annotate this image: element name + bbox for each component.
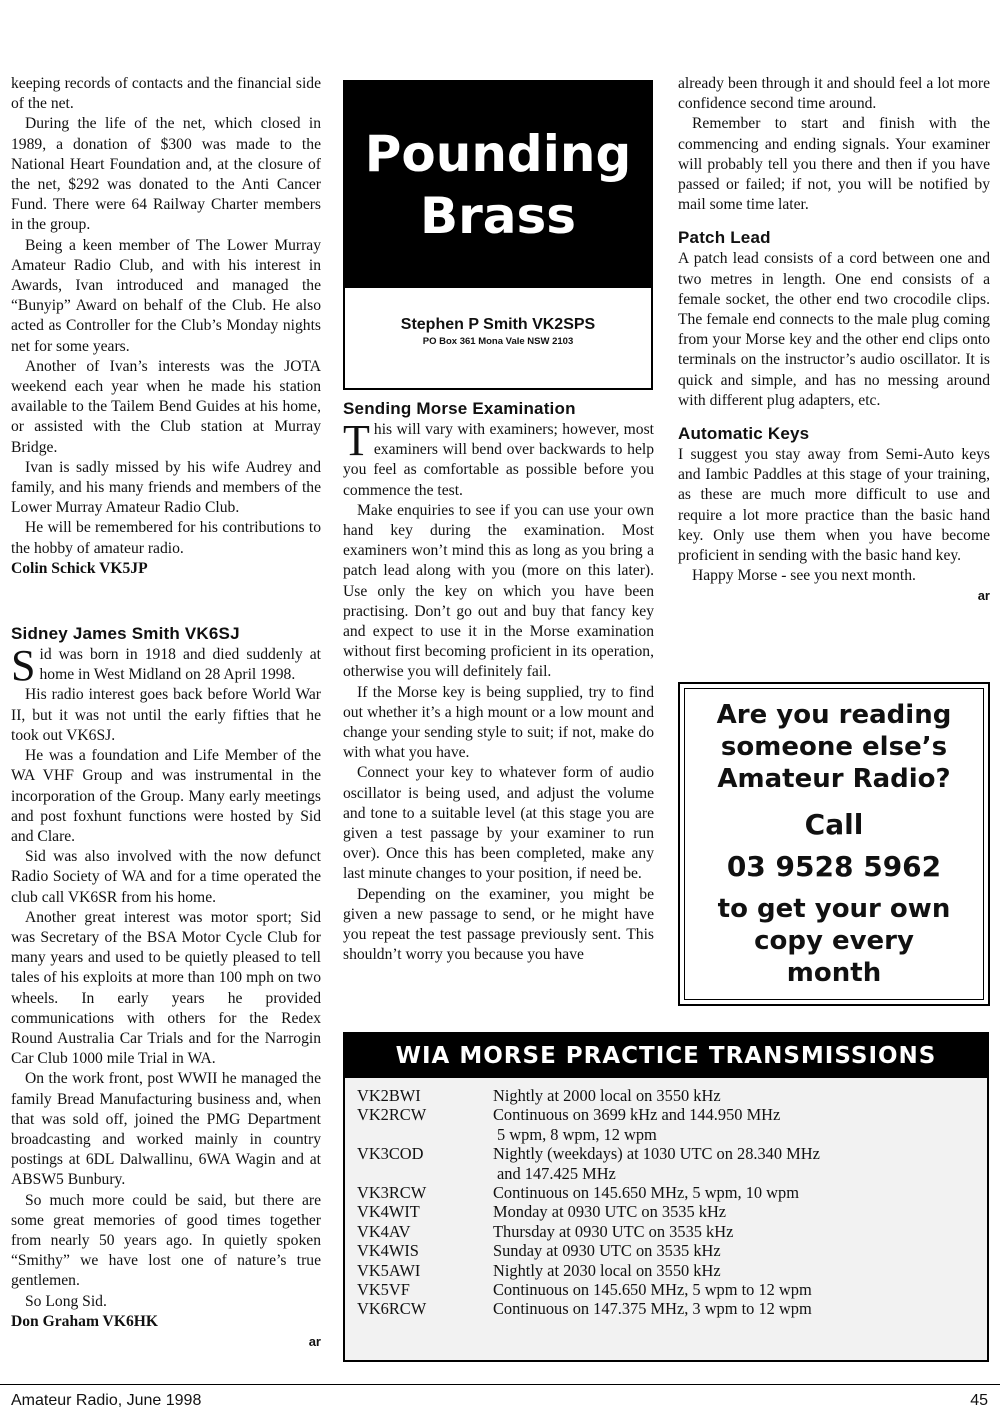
ad-line: copy every [754,926,914,956]
title-banner [345,82,651,288]
morse-row [357,1222,820,1241]
ad-phone-number: 03 9528 5962 [726,850,942,883]
paragraph: Happy Morse - see you next month. [692,567,916,585]
ad-line: month [786,958,882,988]
author-block [345,316,651,347]
morse-schedule: and 147.425 MHz [497,1163,616,1183]
morse-callsign: VK4AV [357,1221,411,1241]
end-mark: ar [308,1333,321,1349]
paragraph: So much more could be said, but there are some great memories of good times together from nearly 50 years ago. In quietly spoken “Smithy” we have lost one of nature’s true gentlemen. [11,1191,321,1290]
paragraph: During the life of the net, which closed in 1989, a donation of $300 was made to the National Heart Foundation and, at the closure of the net, $292 was donated to the Anti Cancer Fund. There were 64 Railway Charter members in the group. [11,115,321,234]
morse-practice-box [343,1032,989,1362]
morse-schedule: Nightly at 2000 local on 3550 kHz [493,1086,721,1105]
drop-cap: T [343,416,370,465]
paragraph: already been through it and should feel a lot more confidence second time around. [678,75,990,113]
morse-schedule: 5 wpm, 8 wpm, 12 wpm [497,1124,657,1144]
paragraph: I suggest you stay away from Semi-Auto keys and Iambic Paddles at this stage of your training, as these are much more difficult to use and require a lot more practice than the basic hand key. Only use them when you have become proficient in sending with the basic hand key. [678,446,990,565]
paragraph-first [11,641,321,691]
drop-cap: S [11,641,36,691]
morse-practice-table [357,1086,820,1319]
morse-row [357,1241,820,1260]
morse-row [357,1164,820,1183]
morse-callsign: VK6RCW [357,1299,427,1319]
ad-line: Are you reading [716,700,952,730]
column-sending-morse [343,398,654,965]
signature-don-graham: Don Graham VK6HK [11,1312,158,1330]
morse-schedule: Continuous on 147.375 MHz, 3 wpm to 12 wpm [493,1299,812,1319]
paragraph: Another great interest was motor sport; Sid was Secretary of the BSA Motor Cycle Club for many years and used to be quietly pleased to tell tales of his exploits at more than 100 mph on two wheels. In early years he provided communications with others for the Redex Round Australia Car Trials and for the Narrogin Car Club 1000 mile Trial in WA. [11,908,321,1068]
title-line-2: Brass [419,187,577,245]
paragraph: Another of Ivan’s interests was the JOTA weekend each year when he made his station available to the Tailem Bend Guides at his home, or assisted with the Club station at Murray Bridge. [11,357,321,456]
morse-row [357,1144,820,1163]
subscription-ad-inner [684,688,984,1000]
paragraph: Sid was also involved with the now defunct Radio Society of WA and for a time operated the club call VK6SR from his home. [11,848,321,906]
paragraph-first [343,416,654,501]
paragraph: So Long Sid. [25,1292,107,1310]
morse-schedule: Continuous on 3699 kHz and 144.950 MHz [493,1105,781,1125]
paragraph: Remember to start and finish with the commencing and ending signals. Your examiner will probably tell you there and then if you have passed or failed; if not, you will be notified by mail some time later. [678,115,990,214]
morse-callsign: VK4WIT [357,1202,420,1222]
heading-sidney-james-smith: Sidney James Smith VK6SJ [11,624,240,644]
morse-row [357,1125,820,1144]
morse-callsign [357,1125,493,1144]
author-name: Stephen P Smith VK2SPS [400,316,596,333]
paragraph: Being a keen member of The Lower Murray Amateur Radio Club, and with his interest in Awards, Ivan introduced and managed the “Bunyip” Award on behalf of the Club. He also acted as Controller for the Club’s Monday nights net for some years. [11,236,321,355]
heading-patch-lead: Patch Lead [678,228,771,248]
ad-line: someone else’s [720,732,948,762]
morse-callsign: VK5VF [357,1280,410,1300]
paragraph-first-text: id was born in 1918 and died suddenly at home in West Midland on 28 April 1998. [39,646,321,684]
morse-row [357,1280,820,1299]
paragraph: He was a foundation and Life Member of the WA VHF Group and was instrumental in the incorporation of the Group. Many early meetings and post foxhunt functions were hosted by Sid and Clare. [11,747,321,845]
author-address: PO Box 361 Mona Vale NSW 2103 [422,336,574,347]
morse-row [357,1086,820,1105]
morse-callsign [357,1164,493,1183]
morse-schedule: Monday at 0930 UTC on 3535 kHz [493,1202,727,1222]
morse-row [357,1183,820,1202]
morse-schedule: Continuous on 145.650 MHz, 5 wpm, 10 wpm [493,1183,799,1203]
paragraph: If the Morse key is being supplied, try to find out whether it’s a high mount or a low mount and change your sending style to suit; if not, make do with what you have. [343,683,654,762]
morse-schedule: Sunday at 0930 UTC on 3535 kHz [493,1241,721,1261]
footer-publication: Amateur Radio, June 1998 [11,1392,202,1409]
paragraph-first-text: his will vary with examiners; however, most examiners will bend over backwards to help you feel as comfortable as possible before you commence the test. [343,421,654,499]
morse-row [357,1299,820,1318]
morse-row [357,1202,820,1221]
morse-callsign: VK3COD [357,1144,424,1164]
footer-rule [0,1384,1000,1385]
ad-headline [685,689,983,795]
ad-call: Call [804,808,864,841]
paragraph: A patch lead consists of a cord between one and two metres in length. One end consists of a female socket, the other end two crocodile clips. The female end connects to the male plug coming from your Morse key and the other end clips onto terminals on the instructor’s audio oscillator. It is quick and simple, and has no messing around with different plug adapters, etc. [678,250,990,409]
footer-page-number: 45 [970,1392,988,1409]
morse-schedule: Nightly at 2030 local on 3550 kHz [493,1260,721,1280]
ad-line: Amateur Radio? [717,764,951,794]
morse-schedule: Nightly (weekdays) at 1030 UTC on 28.340 MHz [493,1144,820,1164]
paragraph: keeping records of contacts and the financial side of the net. [11,75,321,113]
title-line-1: Pounding [364,125,632,183]
ad-tagline [685,893,983,989]
morse-callsign: VK2BWI [357,1086,421,1105]
paragraph: His radio interest goes back before World War II, but it was not until the early fifties that he took out VK6SJ. [11,686,321,744]
signature-colin-schick: Colin Schick VK5JP [11,559,148,577]
column-obituaries [11,74,321,1352]
morse-callsign: VK4WIS [357,1241,419,1261]
morse-practice-title: WIA MORSE PRACTICE TRANSMISSIONS [345,1034,987,1078]
morse-callsign: VK2RCW [357,1105,427,1125]
title-box [343,80,653,390]
paragraph: Make enquiries to see if you can use your own hand key during the examination. Most examiners won’t mind this as long as you bring a patch lead along with you (more on this later). Use only the key on which you have been practising. Don’t go out and buy that fancy key and expect to use it in the Morse examination without first becoming proficient in its operation, otherwise you will definitely fail. [343,501,654,681]
morse-row [357,1105,820,1124]
paragraph: Depending on the examiner, you might be given a new passage to send, or he might have you repeat the test passage previously sent. This shouldn’t worry you because you have [343,885,654,964]
heading-sending-morse-examination: Sending Morse Examination [343,399,576,418]
morse-callsign: VK5AWI [357,1260,421,1280]
morse-schedule: Thursday at 0930 UTC on 3535 kHz [493,1221,734,1241]
paragraph: He will be remembered for his contributions to the hobby of amateur radio. [11,519,321,557]
end-mark: ar [977,588,990,604]
morse-schedule: Continuous on 145.650 MHz, 5 wpm to 12 wpm [493,1280,812,1300]
column-continued [678,74,990,607]
paragraph: Connect your key to whatever form of audio oscillator is being used, and adjust the volume and tone to a suitable level (at this stage you are given a test passage by your examiner to run over). Once this has been completed, make any last minute changes to your position, if need be. [343,764,654,883]
heading-automatic-keys: Automatic Keys [678,424,810,444]
paragraph: On the work front, post WWII he managed the family Bread Manufacturing business and, when that was sold off, joined the PMG Department broadcasting and worked mainly in country postings at 6DL Dalwallinu, 6WA Wagin and at ABSW5 Bunbury. [11,1070,321,1189]
morse-callsign: VK3RCW [357,1183,427,1203]
subscription-ad [678,682,990,1006]
ad-line: to get your own [717,894,951,924]
morse-row [357,1261,820,1280]
paragraph: Ivan is sadly missed by his wife Audrey and family, and his many friends and members of the Lower Murray Amateur Radio Club. [11,458,321,517]
